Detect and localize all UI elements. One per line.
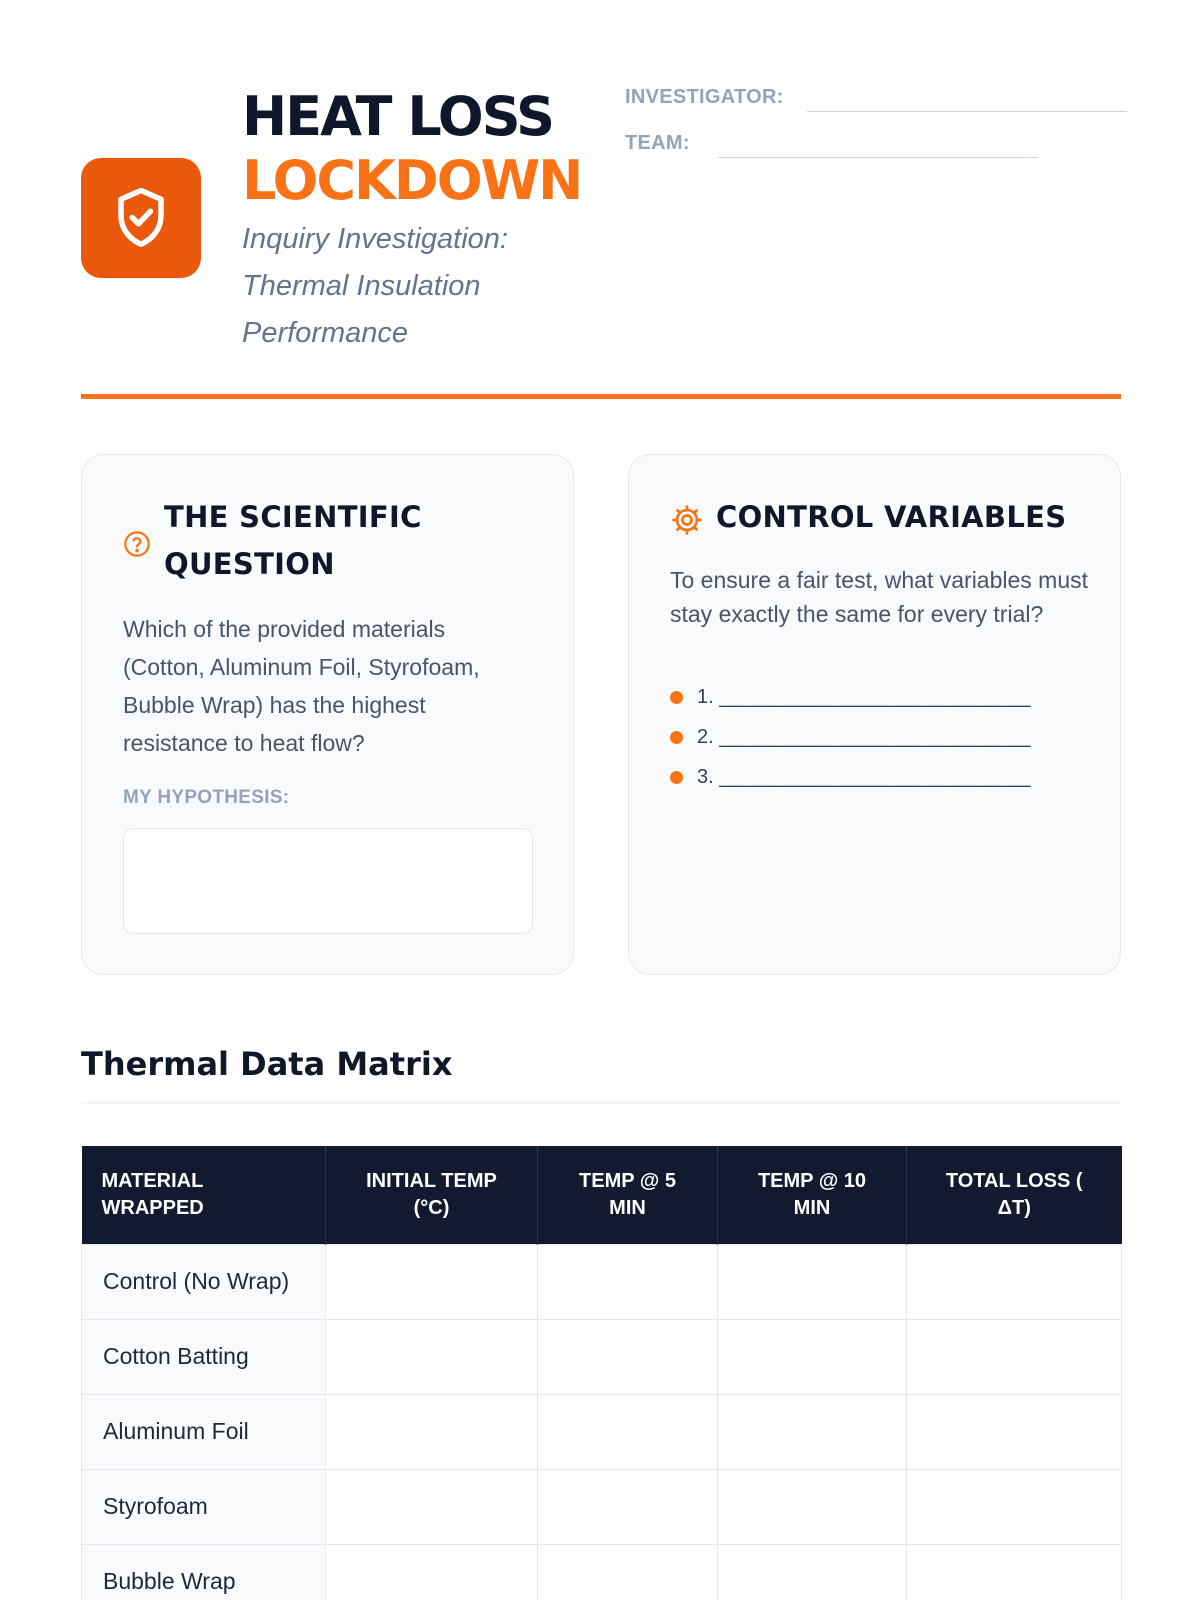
data-cell[interactable] xyxy=(326,1469,538,1544)
logo-badge xyxy=(81,158,201,278)
data-cell[interactable] xyxy=(907,1469,1122,1544)
bullet-dot xyxy=(670,771,683,784)
column-header: TEMP @ 10 MIN xyxy=(718,1146,907,1244)
gear-icon xyxy=(670,503,704,537)
data-cell[interactable] xyxy=(718,1469,907,1544)
column-header: MATERIAL WRAPPED xyxy=(82,1146,326,1244)
worksheet-header xyxy=(81,86,1121,386)
data-cell[interactable] xyxy=(907,1244,1122,1319)
hypothesis-input[interactable] xyxy=(123,828,533,934)
subtitle: Inquiry Investigation: Thermal Insulation Performance xyxy=(242,223,508,349)
control-variables-list xyxy=(670,677,1031,797)
data-cell[interactable] xyxy=(907,1394,1122,1469)
column-header: TEMP @ 5 MIN xyxy=(538,1146,718,1244)
team-label: TEAM: xyxy=(625,132,690,154)
list-item[interactable]: 3. ____________________________ xyxy=(670,757,1031,797)
table-header-row xyxy=(82,1146,1122,1244)
data-cell[interactable] xyxy=(718,1244,907,1319)
question-title: THE SCIENTIFIC QUESTION xyxy=(164,500,422,581)
question-text: Which of the provided materials (Cotton, Aluminum Foil, Styrofoam, Bubble Wrap) has the highest resistance to heat flow? xyxy=(123,616,480,756)
shield-check-icon xyxy=(111,185,171,251)
thermal-data-table xyxy=(81,1146,1122,1600)
table-row xyxy=(82,1394,1122,1469)
bullet-dot xyxy=(670,691,683,704)
column-header: TOTAL LOSS ( ΔT) xyxy=(907,1146,1122,1244)
row-label: Bubble Wrap xyxy=(82,1544,326,1600)
list-item[interactable]: 1. ____________________________ xyxy=(670,677,1031,717)
column-header: INITIAL TEMP (°C) xyxy=(326,1146,538,1244)
scientific-question-card xyxy=(81,454,574,975)
hypothesis-label: MY HYPOTHESIS: xyxy=(123,787,290,808)
question-circle-icon xyxy=(123,530,151,558)
data-cell[interactable] xyxy=(326,1544,538,1600)
data-cell[interactable] xyxy=(538,1319,718,1394)
data-cell[interactable] xyxy=(538,1394,718,1469)
control-variables-text: To ensure a fair test, what variables must stay exactly the same for every trial? xyxy=(670,567,1089,627)
table-row xyxy=(82,1544,1122,1600)
control-variables-title: CONTROL VARIABLES xyxy=(716,500,1067,534)
table-row xyxy=(82,1469,1122,1544)
title-block xyxy=(242,86,581,357)
data-cell[interactable] xyxy=(326,1319,538,1394)
bullet-dot xyxy=(670,731,683,744)
data-cell[interactable] xyxy=(907,1544,1122,1600)
investigator-field[interactable] xyxy=(807,111,1127,112)
data-cell[interactable] xyxy=(538,1244,718,1319)
row-label: Aluminum Foil xyxy=(82,1394,326,1469)
control-variables-card xyxy=(628,454,1121,975)
table-row xyxy=(82,1244,1122,1319)
data-cell[interactable] xyxy=(326,1244,538,1319)
data-cell[interactable] xyxy=(538,1544,718,1600)
data-cell[interactable] xyxy=(718,1394,907,1469)
team-field[interactable] xyxy=(718,157,1038,158)
row-label: Cotton Batting xyxy=(82,1319,326,1394)
row-label: Control (No Wrap) xyxy=(82,1244,326,1319)
data-cell[interactable] xyxy=(718,1544,907,1600)
data-cell[interactable] xyxy=(718,1319,907,1394)
data-cell[interactable] xyxy=(907,1319,1122,1394)
title-line-1: HEAT LOSS xyxy=(242,85,554,148)
title-line-2: LOCKDOWN xyxy=(242,149,582,212)
matrix-title: Thermal Data Matrix xyxy=(81,1045,453,1083)
matrix-title-divider xyxy=(81,1102,1121,1104)
data-cell[interactable] xyxy=(326,1394,538,1469)
investigator-label: INVESTIGATOR: xyxy=(625,86,784,108)
header-divider xyxy=(81,394,1121,399)
data-cell[interactable] xyxy=(538,1469,718,1544)
list-item[interactable]: 2. ____________________________ xyxy=(670,717,1031,757)
row-label: Styrofoam xyxy=(82,1469,326,1544)
table-row xyxy=(82,1319,1122,1394)
